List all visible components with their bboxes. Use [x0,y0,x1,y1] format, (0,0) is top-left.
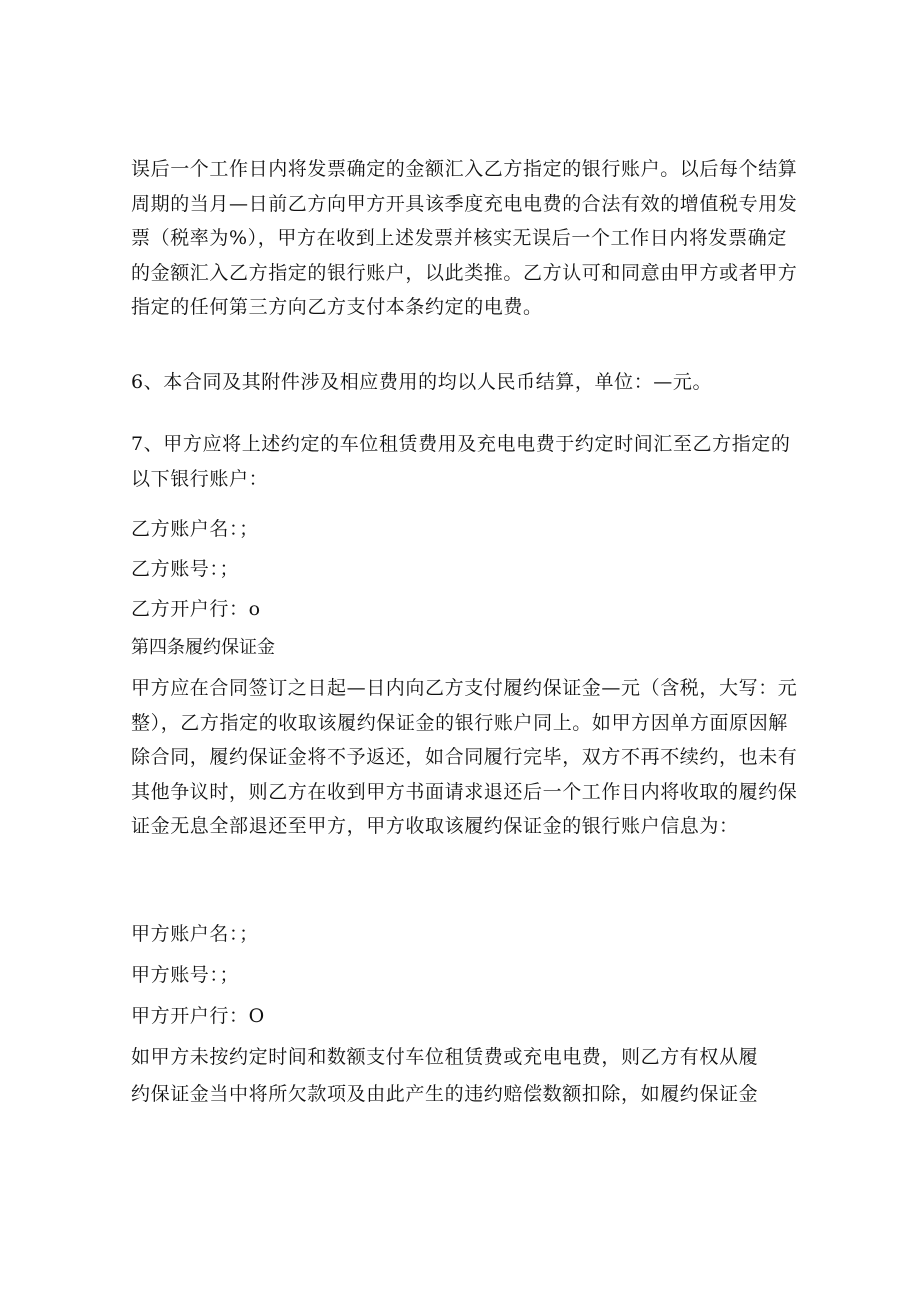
party-b-account-number: 乙方账号：； [131,558,240,580]
performance-deposit-paragraph: 甲方应在合同签订之日起—日内向乙方支付履约保证金—元（含税，大写：元整），乙方指定的收取该履约保证金的银行账户同上。如甲方因单方面原因解除合同，履约保证金将不予返还，如合同履行完毕，双方不再不续约，也未有其他争议时，则乙方在收到甲方书面请求退还后一个工作日内将收取的履约保证金无息全部退还至甲方，甲方收取该履约保证金的银行账户信息为： [131,677,798,838]
deduction-paragraph-line-2: 约保证金当中将所欠款项及由此产生的违约赔偿数额扣除，如履约保证金 [131,1083,759,1105]
deduction-paragraph-line-1: 如甲方未按约定时间和数额支付车位租赁费或充电电费，则乙方有权从履 [131,1046,759,1068]
party-a-bank: 甲方开户行：O [131,1005,265,1027]
clause-7-bank-transfer: 7、甲方应将上述约定的车位租赁费用及充电电费于约定时间汇至乙方指定的以下银行账户： [131,433,791,490]
payment-paragraph-continued: 误后一个工作日内将发票确定的金额汇入乙方指定的银行账户。以后每个结算周期的当月—日前乙方向甲方开具该季度充电电费的合法有效的增值税专用发票（税率为%），甲方在收到上述发票并核实无误后一个工作日内将发票确定的金额汇入乙方指定的银行账户，以此类推。乙方认可和同意由甲方或者甲方指定的任何第三方向乙方支付本条约定的电费。 [131,158,798,319]
article-4-heading: 第四条履约保证金 [131,637,275,658]
party-b-account-name: 乙方账户名：； [131,518,259,540]
party-a-account-name: 甲方账户名：； [131,923,259,945]
party-a-account-number: 甲方账号：； [131,964,240,986]
clause-6-currency: 6、本合同及其附件涉及相应费用的均以人民币结算，单位：—元。 [131,371,713,393]
party-b-bank: 乙方开户行：o [131,598,261,620]
